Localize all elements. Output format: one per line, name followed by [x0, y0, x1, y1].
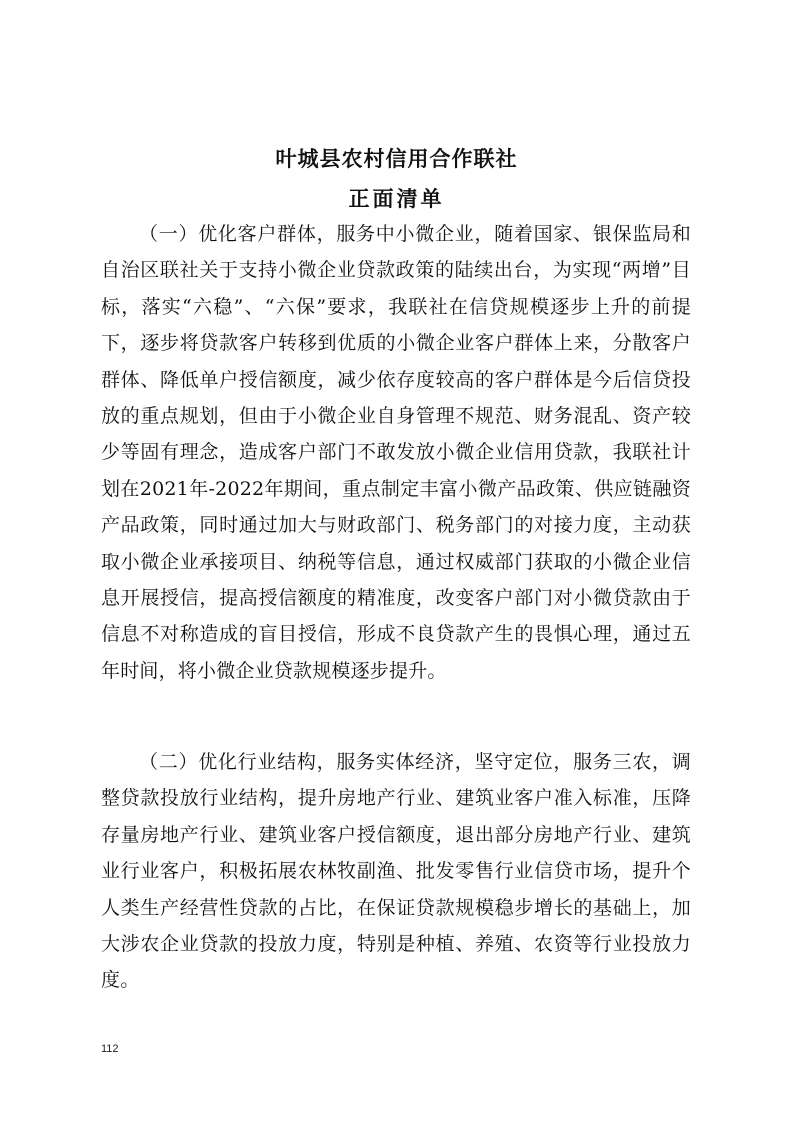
document-title: 叶城县农村信用合作联社: [275, 147, 518, 171]
document-subtitle: 正面清单: [348, 187, 445, 211]
page-number: 112: [101, 1043, 119, 1055]
paragraph-customer-groups: （一）优化客户群体，服务中小微企业，随着国家、银保监局和自治区联社关于支持小微企业贷款政策的陆续出台，为实现“两增”目标，落实“六稳”、“六保”要求，我联社在信贷规模逐步上升的前提下，逐步将贷款客户转移到优质的小微企业客户群体上来，分散客户群体、降低单户授信额度，减少依存度较高的客户群体是今后信贷投放的重点规划，但由于小微企业自身管理不规范、财务混乱、资产较少等固有理念，造成客户部门不敢发放小微企业信用贷款，我联社计划在2021年-2022年期间，重点制定丰富小微产品政策、供应链融资产品政策，同时通过加大与财政部门、税务部门的对接力度，主动获取小微企业承接项目、纳税等信息，通过权威部门获取的小微企业信息开展授信，提高授信额度的精准度，改变客户部门对小微贷款由于信息不对称造成的盲目授信，形成不良贷款产生的畏惧心理，通过五年时间，将小微企业贷款规模逐步提升。: [101, 223, 691, 682]
paragraph-industry-structure: （二）优化行业结构，服务实体经济，坚守定位，服务三农，调整贷款投放行业结构，提升房地产行业、建筑业客户准入标准，压降存量房地产行业、建筑业客户授信额度，退出部分房地产行业、建筑业行业客户，积极拓展农林牧副渔、批发零售行业信贷市场，提升个人类生产经营性贷款的占比，在保证贷款规模稳步增长的基础上，加大涉农企业贷款的投放力度，特别是种植、养殖、农资等行业投放力度。: [101, 751, 691, 992]
